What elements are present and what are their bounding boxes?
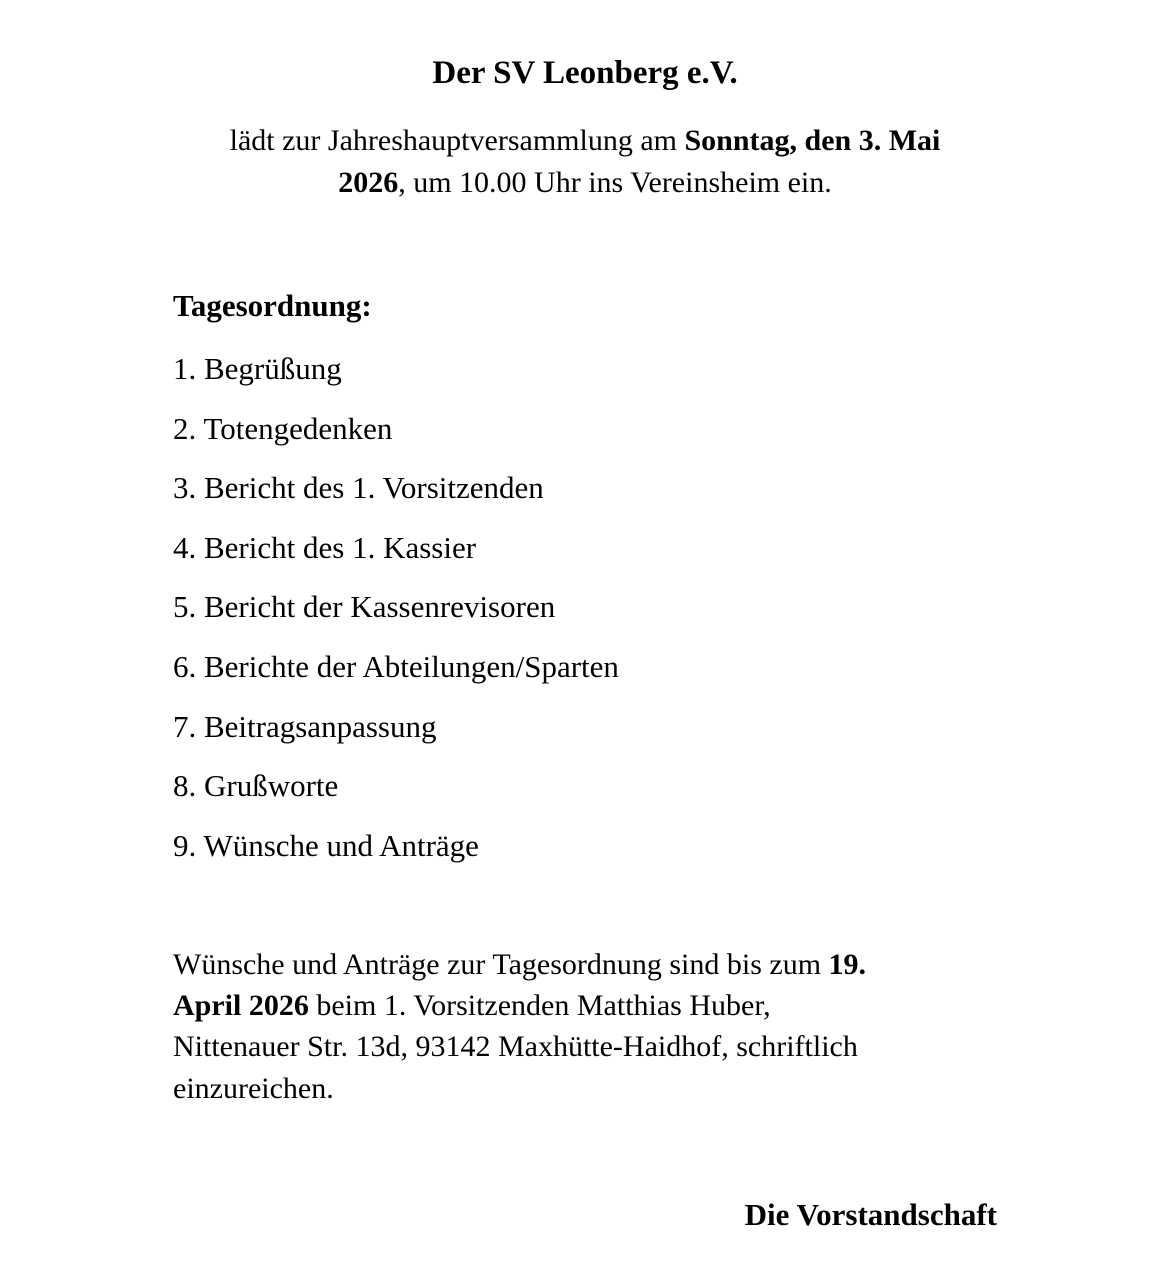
document-title: Der SV Leonberg e.V. — [432, 55, 738, 91]
intro-line-2-text: , um 10.00 Uhr ins Vereinsheim ein. — [398, 166, 832, 200]
closing-line-1-text: Wünsche und Anträge zur Tagesordnung sind bis zum — [173, 947, 829, 981]
closing-line-1-deadline-bold: 19. — [828, 947, 867, 981]
agenda-heading: Tagesordnung: — [173, 287, 372, 323]
intro-line-1-date-bold: Sonntag, den 3. Mai — [684, 123, 941, 157]
closing-paragraph — [173, 944, 997, 1110]
intro-line-1-text: lädt zur Jahreshauptversammlung am — [229, 123, 685, 157]
intro-line-2-year-bold: 2026 — [338, 166, 399, 200]
agenda-item-1: 1. Begrüßung — [173, 350, 342, 386]
closing-line-4-text: einzureichen. — [173, 1071, 334, 1105]
intro-line-1 — [173, 120, 997, 163]
closing-line-3 — [173, 1026, 997, 1067]
intro-paragraph — [173, 120, 997, 205]
agenda-item-8: 8. Grußworte — [173, 768, 339, 804]
closing-line-1 — [173, 944, 997, 985]
agenda-item-9: 9. Wünsche und Anträge — [173, 828, 479, 863]
closing-line-4 — [173, 1068, 997, 1109]
agenda-list — [173, 351, 997, 864]
intro-line-2 — [173, 162, 997, 205]
agenda-item-4: 4. Bericht des 1. Kassier — [173, 529, 477, 565]
closing-line-2-deadline-bold: April 2026 — [173, 989, 309, 1023]
signature-line: Die Vorstandschaft — [744, 1197, 997, 1233]
closing-line-2 — [173, 985, 997, 1026]
agenda-item-5: 5. Bericht der Kassenrevisoren — [173, 589, 556, 625]
closing-line-2-text: beim 1. Vorsitzenden Matthias Huber, — [308, 989, 771, 1023]
agenda-item-2: 2. Totengedenken — [173, 410, 393, 446]
agenda-item-7: 7. Beitragsanpassung — [173, 708, 437, 744]
agenda-item-3: 3. Bericht des 1. Vorsitzenden — [173, 470, 544, 506]
agenda-item-6: 6. Berichte der Abteilungen/Sparten — [173, 649, 619, 685]
closing-line-3-text: Nittenauer Str. 13d, 93142 Maxhütte-Haidhof, schriftlich — [173, 1030, 858, 1064]
